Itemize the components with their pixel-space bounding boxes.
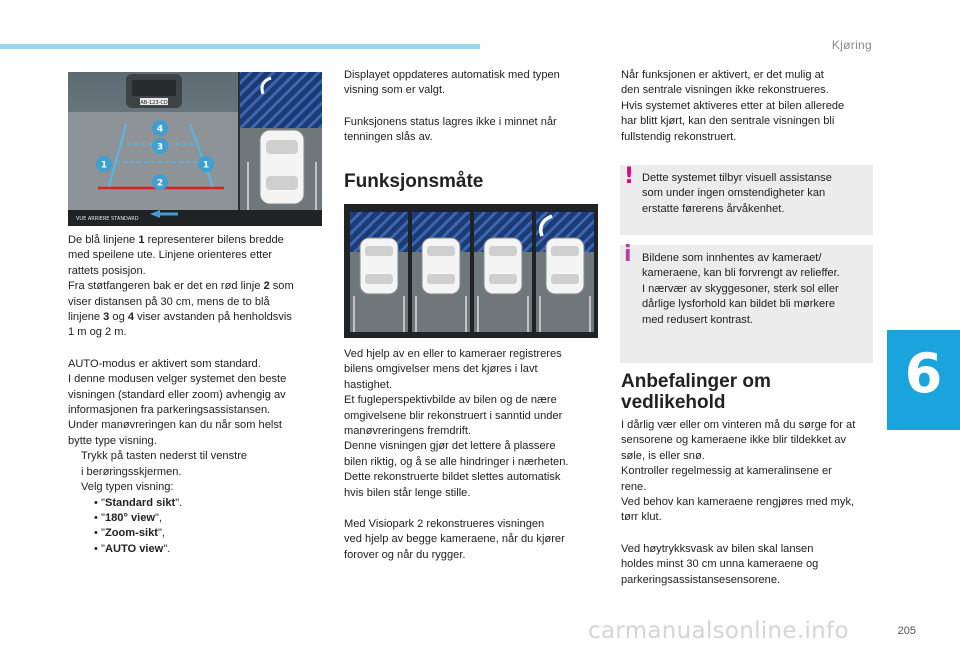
bullet: •	[94, 542, 98, 555]
bold-ref: 3	[103, 311, 110, 324]
column-2-top	[344, 68, 606, 146]
quote: "	[100, 542, 105, 555]
header-accent-bar	[0, 44, 480, 49]
quote: "	[100, 527, 105, 540]
step-text: Velg typen visning:	[81, 481, 174, 494]
chapter-tab	[887, 330, 960, 430]
quote: "	[100, 511, 105, 524]
section-heading-vedlikehold: Anbefalinger om vedlikehold	[621, 371, 771, 413]
step-item	[68, 449, 326, 480]
bold-ref: 2	[263, 280, 270, 293]
top-view-svg	[344, 204, 598, 338]
visiopark-paragraph: Med Visiopark 2 rekonstrueres visningen ved hjelp av begge kameraene, når du kjører forover og når du rygger.	[344, 518, 565, 561]
quote: ",	[157, 527, 165, 540]
column-1	[68, 233, 326, 557]
blue-lines-paragraph	[68, 233, 326, 341]
quote: ".	[175, 496, 183, 509]
text-run: viser avstanden på henholdsvis 1 m og 2 m.	[68, 311, 292, 339]
bullet: •	[94, 527, 98, 540]
view-option	[94, 496, 326, 511]
bullet: •	[94, 496, 98, 509]
marker-4: 4	[156, 124, 164, 135]
steps-list	[68, 449, 326, 495]
view-options-list	[68, 496, 326, 558]
top-view-illustration	[344, 204, 598, 338]
watermark: carmanualsonline.info	[588, 618, 849, 644]
info-icon: i	[624, 242, 632, 267]
column-2-bottom	[344, 347, 606, 563]
option-label: 180° view	[104, 511, 156, 524]
info-note	[620, 242, 873, 363]
info-text: Bildene som innhentes av kameraet/ kameraene, kan bli forvrengt av relieffer. I nærvær av skyggesoner, sterk sol eller dårlige lysforhold kan bildet bli mørkere med redusert kontrast.	[642, 252, 840, 326]
page-number: 205	[897, 625, 916, 637]
camera-caption: VUE ARRIERE STANDARD	[76, 216, 139, 222]
warning-note	[620, 165, 873, 235]
warning-text: Dette systemet tilbyr visuell assistanse som under ingen omstendigheter kan erstatte førerens årvåkenhet.	[642, 172, 832, 215]
bold-ref: 1	[138, 234, 145, 246]
camera-registration-paragraph: Ved hjelp av en eller to kameraer registreres bilens omgivelser mens det kjøres i lavt hastighet. Et fugleperspektivbilde av bilen og de nære omgivelsene blir rekonstruert i sanntid under manøvreringens fremdrift. Denne visningen gjør det lettere å plassere bilen riktig, og å se alle hindringer i nærheten. Dette rekonstruerte bildet slettes automatisk hvis bilen står lenge stille.	[344, 348, 569, 499]
license-plate: AB-123-CD	[140, 100, 168, 106]
section-heading-funksjonsmate: Funksjonsmåte	[344, 171, 484, 192]
view-option	[94, 542, 326, 557]
option-label: Zoom-sikt	[104, 527, 158, 540]
bullet: •	[94, 511, 98, 524]
quote: ".	[163, 542, 171, 555]
auto-mode-paragraph: AUTO-modus er aktivert som standard. I denne modusen velger systemet den beste visningen (standard eller zoom) avhengig av informasjonen fra parkeringsassistansen. Under manøvreringen kan du når som helst bytte type visning.	[68, 357, 287, 447]
marker-2: 2	[156, 178, 164, 189]
marker-1-right: 1	[202, 160, 210, 171]
rear-camera-svg	[68, 72, 322, 226]
status-paragraph: Funksjonens status lagres ikke i minnet når tenningen slås av.	[344, 115, 557, 144]
text-run: som viser distansen på 30 cm, mens de to blå linjene	[68, 280, 294, 324]
warning-icon: !	[624, 164, 635, 189]
view-option	[94, 526, 326, 541]
weather-paragraph: I dårlig vær eller om vinteren må du sørge for at sensorene og kameraene ikke blir tildekket av søle, is eller snø. Kontroller regelmessig at kameralinsene er rene. Ved behov kan kameraene rengjøres med myk, tørr klut.	[621, 419, 856, 524]
quote: ",	[155, 511, 163, 524]
text-run: De blå linjene	[68, 234, 139, 246]
section-title: Kjøring	[831, 38, 872, 52]
marker-3: 3	[156, 142, 164, 153]
activation-paragraph: Når funksjonen er aktivert, er det mulig at den sentrale visningen ikke rekonstrueres. Hvis systemet aktiveres etter at bilen allerede har blitt kjørt, kan den sentrale visningen bli fullstendig rekonstruert.	[621, 69, 845, 143]
pressure-wash-paragraph: Ved høytrykksvask av bilen skal lansen holdes minst 30 cm unna kameraene og parkeringsassistansesensorene.	[621, 542, 819, 586]
display-update-paragraph: Displayet oppdateres automatisk med typen visning som er valgt.	[344, 69, 560, 97]
option-label: AUTO view	[104, 542, 164, 555]
step-item	[68, 480, 326, 495]
step-text: Trykk på tasten nederst til venstre i berøringsskjermen.	[81, 450, 248, 478]
marker-1-left: 1	[100, 160, 108, 171]
bold-ref: 4	[127, 311, 135, 324]
column-3-top	[621, 68, 883, 145]
option-label: Standard sikt	[104, 496, 176, 509]
column-3-bottom	[621, 418, 883, 588]
rear-camera-illustration	[68, 72, 322, 226]
quote: "	[100, 496, 105, 509]
text-run: og	[109, 311, 128, 324]
text-run: representerer bilens bredde med speilene ute. Linjene orienteres etter rattets posisjon. Fra støtfangeren bak er det en rød linje	[68, 234, 284, 293]
chapter-number: 6	[904, 342, 943, 405]
view-option	[94, 511, 326, 526]
